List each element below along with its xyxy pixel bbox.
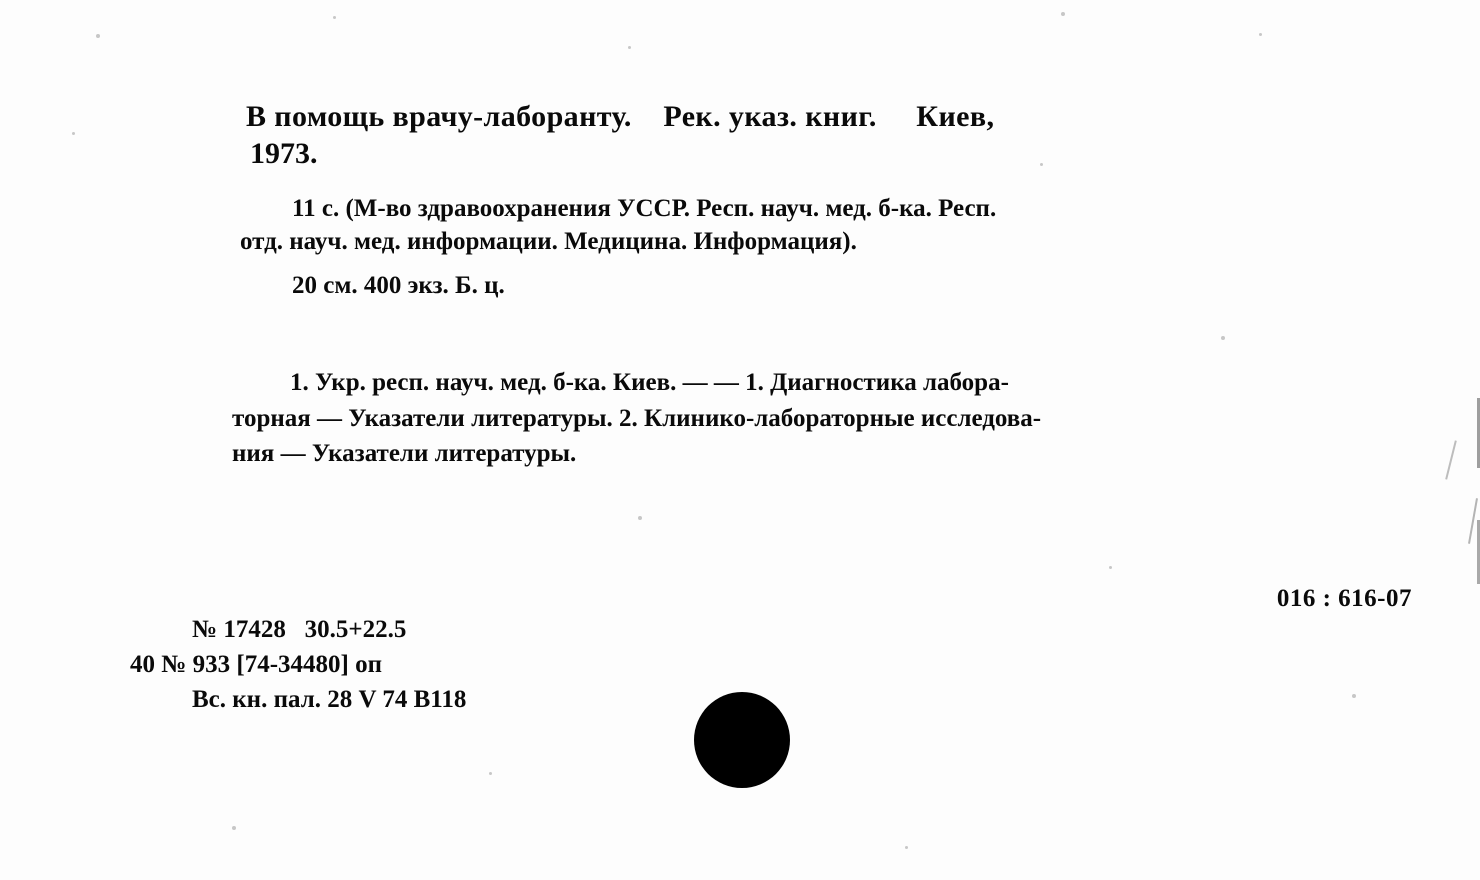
card-title-line-2: 1973. (250, 136, 318, 170)
card-subject-line-1 (232, 365, 1452, 401)
paper-speck (72, 132, 75, 135)
accession-block (130, 612, 466, 717)
paper-speck (489, 772, 492, 775)
paper-speck (1352, 694, 1356, 698)
paper-speck (232, 826, 236, 830)
card-imprint-block (240, 192, 1440, 258)
paper-speck (1221, 336, 1225, 340)
card-imprint-line-2: отд. науч. мед. информации. Медицина. Информация). (240, 228, 857, 255)
ink-blob-stamp (694, 692, 790, 788)
card-subject-line-2: торная — Указатели литературы. 2. Клинико-лабораторные исследова- (232, 404, 1042, 432)
card-imprint-text-1: 11 с. (М-во здравоохранения УССР. Респ. науч. мед. б-ка. Респ. (292, 195, 997, 222)
card-imprint-line-1 (240, 192, 1440, 225)
paper-speck (96, 34, 100, 38)
paper-speck (1259, 33, 1262, 36)
accession-line-2: 40 № 933 [74-34480] оп (130, 651, 383, 678)
paper-speck (333, 16, 336, 19)
udc-classification-number: 016 : 616-07 (1276, 585, 1412, 612)
paper-speck (905, 846, 908, 849)
accession-line-1: № 17428 30.5+22.5 (192, 616, 407, 643)
paper-speck (1061, 12, 1065, 16)
card-subject-tracings (232, 365, 1452, 472)
card-subject-line-3: ния — Указатели литературы. (232, 440, 577, 467)
card-title-line-1: В помощь врачу-лаборанту. Рек. указ. книг. Киев, (246, 100, 995, 133)
card-physical-description: 20 см. 400 экз. Б. ц. (292, 272, 505, 299)
paper-speck (638, 516, 642, 520)
accession-line-3: Вс. кн. пал. 28 V 74 В118 (192, 686, 467, 713)
card-subject-text-1: 1. Укр. респ. науч. мед. б-ка. Киев. — — 1. Диагностика лабора- (290, 369, 1009, 396)
card-title-block (246, 100, 1426, 171)
paper-speck (628, 46, 631, 49)
paper-speck (1109, 566, 1112, 569)
